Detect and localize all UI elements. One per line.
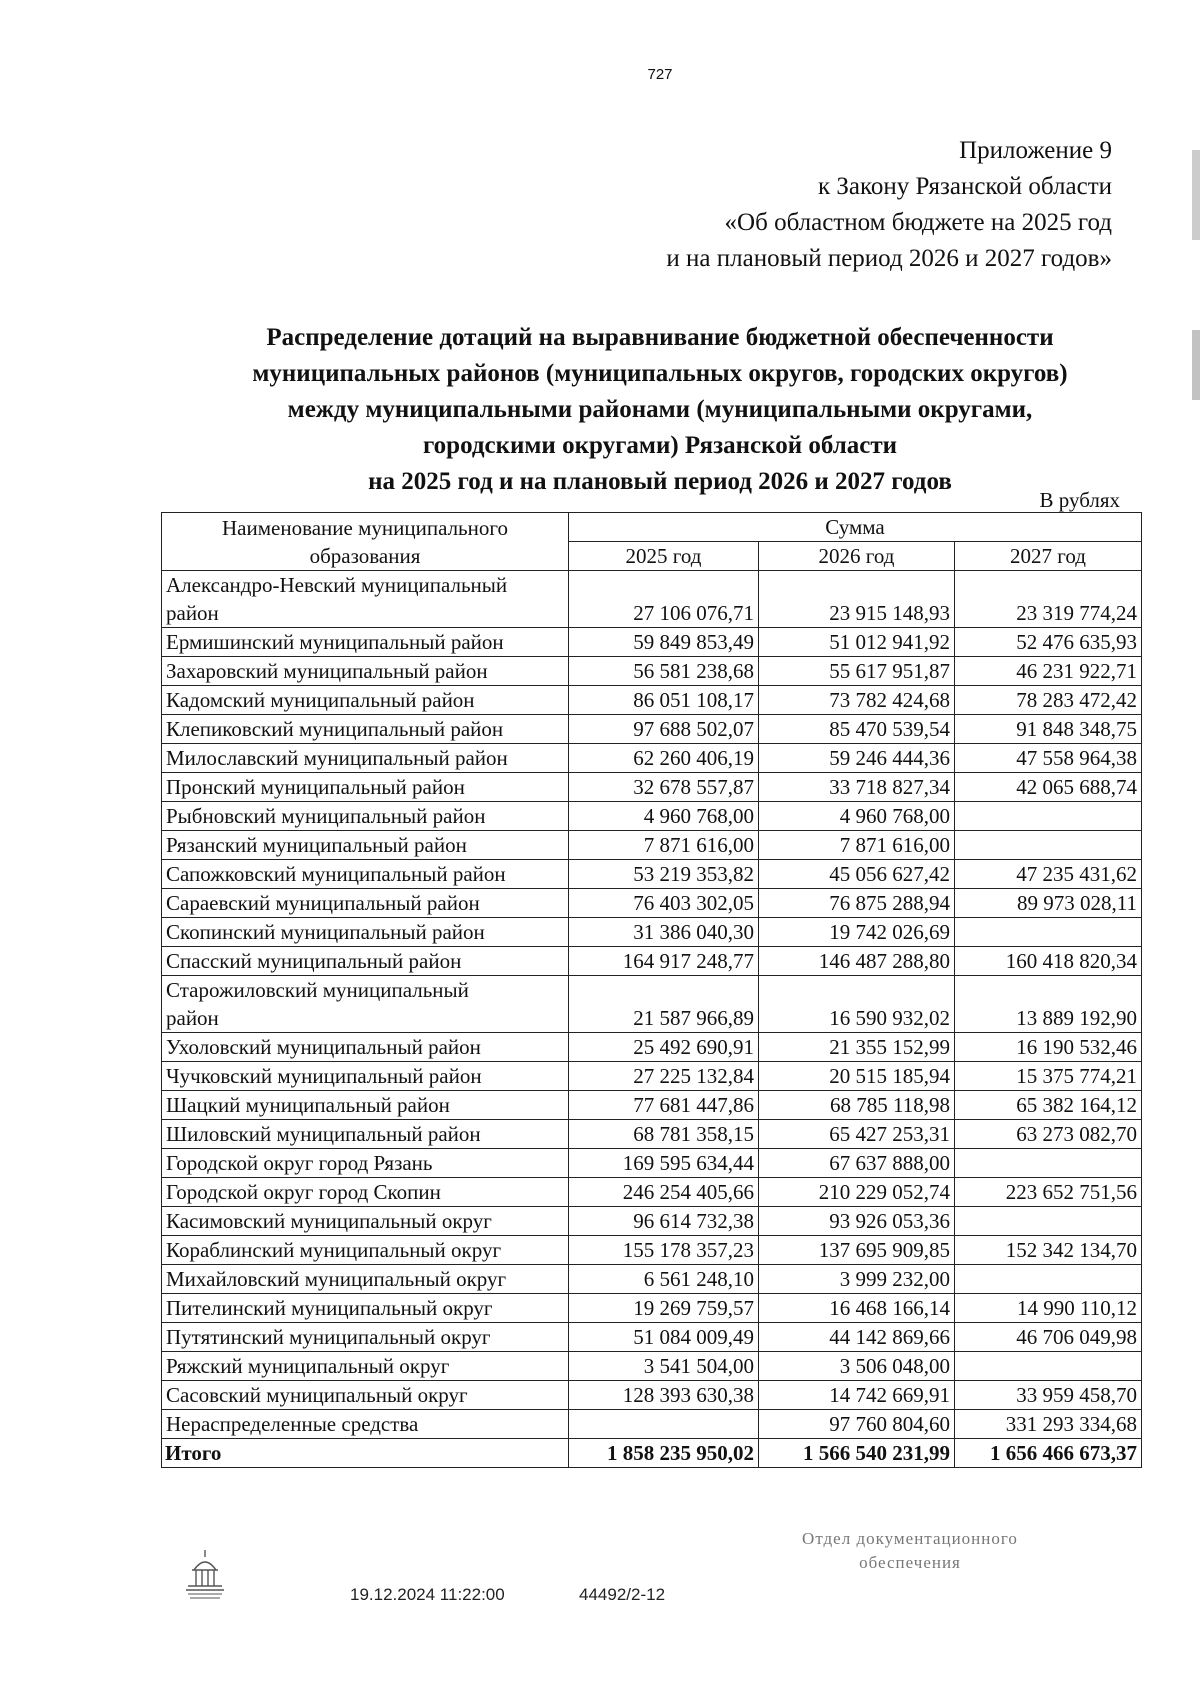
amount-cell-2025: 96 614 732,38 — [569, 1207, 759, 1236]
amount-cell-2027: 223 652 751,56 — [955, 1178, 1142, 1207]
municipality-name-cell: Захаровский муниципальный район — [162, 657, 569, 686]
table-row — [162, 1120, 1142, 1149]
title-line-2: муниципальных районов (муниципальных округов, городских округов) — [252, 360, 1068, 387]
amount-cell-2025 — [569, 1410, 759, 1439]
title-line-5: на 2025 год и на плановый период 2026 и 2027 годов — [368, 468, 952, 495]
total-label: Итого — [162, 1439, 569, 1468]
municipality-name-cell: Ряжский муниципальный округ — [162, 1352, 569, 1381]
municipality-name-cell: Сасовский муниципальный округ — [162, 1381, 569, 1410]
municipality-name-cell: Михайловский муниципальный округ — [162, 1265, 569, 1294]
amount-cell-2027: 331 293 334,68 — [955, 1410, 1142, 1439]
amount-cell-2027: 89 973 028,11 — [955, 889, 1142, 918]
amount-cell-2026: 76 875 288,94 — [759, 889, 955, 918]
header-name-line-2: образования — [309, 544, 421, 568]
table-header-row — [162, 513, 1142, 542]
table-row — [162, 686, 1142, 715]
appendix-line-3: «Об областном бюджете на 2025 год — [724, 209, 1112, 236]
amount-cell-2025: 27 225 132,84 — [569, 1062, 759, 1091]
amount-cell-2027: 47 558 964,38 — [955, 744, 1142, 773]
amount-cell-2027 — [955, 1265, 1142, 1294]
amount-cell-2027: 15 375 774,21 — [955, 1062, 1142, 1091]
title-line-1: Распределение дотаций на выравнивание бюджетной обеспеченности — [266, 324, 1054, 351]
municipality-name-cell: Кораблинский муниципальный округ — [162, 1236, 569, 1265]
amount-cell-2025: 31 386 040,30 — [569, 918, 759, 947]
amount-cell-2025: 7 871 616,00 — [569, 831, 759, 860]
page-number: 727 — [647, 66, 673, 83]
municipality-name-line-2: район — [166, 1006, 219, 1030]
amount-cell-2027: 91 848 348,75 — [955, 715, 1142, 744]
municipality-name-cell: Спасский муниципальный район — [162, 947, 569, 976]
table-row — [162, 1178, 1142, 1207]
amount-cell-2027: 14 990 110,12 — [955, 1294, 1142, 1323]
table-row — [162, 802, 1142, 831]
municipality-name-cell: Рязанский муниципальный район — [162, 831, 569, 860]
amount-cell-2026: 21 355 152,99 — [759, 1033, 955, 1062]
amount-cell-2026: 7 871 616,00 — [759, 831, 955, 860]
municipality-name-cell: Пителинский муниципальный округ — [162, 1294, 569, 1323]
amount-cell-2025: 77 681 447,86 — [569, 1091, 759, 1120]
table-row — [162, 628, 1142, 657]
total-amount-2027: 1 656 466 673,37 — [955, 1439, 1142, 1468]
table-row — [162, 1236, 1142, 1265]
amount-cell-2025: 32 678 557,87 — [569, 773, 759, 802]
amount-cell-2026: 51 012 941,92 — [759, 628, 955, 657]
table-row — [162, 1381, 1142, 1410]
amount-cell-2025: 21 587 966,89 — [569, 976, 759, 1033]
title-line-3: между муниципальными районами (муниципальными округами, — [287, 396, 1033, 423]
amount-cell-2026: 3 506 048,00 — [759, 1352, 955, 1381]
amount-cell-2027: 46 706 049,98 — [955, 1323, 1142, 1352]
appendix-line-4: и на плановый период 2026 и 2027 годов» — [666, 245, 1112, 272]
amount-cell-2026: 146 487 288,80 — [759, 947, 955, 976]
amount-cell-2026: 20 515 185,94 — [759, 1062, 955, 1091]
municipality-name-cell: Пронский муниципальный район — [162, 773, 569, 802]
budget-table — [161, 512, 1142, 1468]
municipality-name-cell: Чучковский муниципальный район — [162, 1062, 569, 1091]
appendix-header — [666, 133, 1112, 277]
amount-cell-2026: 85 470 539,54 — [759, 715, 955, 744]
table-row — [162, 1410, 1142, 1439]
amount-cell-2027: 52 476 635,93 — [955, 628, 1142, 657]
amount-cell-2026: 16 468 166,14 — [759, 1294, 955, 1323]
amount-cell-2026: 55 617 951,87 — [759, 657, 955, 686]
table-row — [162, 831, 1142, 860]
municipality-name-cell: Сапожковский муниципальный район — [162, 860, 569, 889]
municipality-name-cell: Касимовский муниципальный округ — [162, 1207, 569, 1236]
amount-cell-2025: 128 393 630,38 — [569, 1381, 759, 1410]
table-row — [162, 1352, 1142, 1381]
currency-note: В рублях — [1039, 488, 1120, 512]
table-row — [162, 918, 1142, 947]
municipality-name-cell — [162, 976, 569, 1033]
header-sum: Сумма — [569, 513, 1142, 542]
amount-cell-2025: 164 917 248,77 — [569, 947, 759, 976]
amount-cell-2026: 23 915 148,93 — [759, 571, 955, 628]
table-row — [162, 1294, 1142, 1323]
amount-cell-2025: 76 403 302,05 — [569, 889, 759, 918]
total-amount-2026: 1 566 540 231,99 — [759, 1439, 955, 1468]
amount-cell-2026: 45 056 627,42 — [759, 860, 955, 889]
amount-cell-2027: 47 235 431,62 — [955, 860, 1142, 889]
table-row — [162, 571, 1142, 628]
table-row — [162, 889, 1142, 918]
stamp-line-1: Отдел документационного — [802, 1529, 1018, 1548]
municipality-name-cell: Ухоловский муниципальный район — [162, 1033, 569, 1062]
municipality-name-cell: Путятинский муниципальный округ — [162, 1323, 569, 1352]
amount-cell-2027: 23 319 774,24 — [955, 571, 1142, 628]
amount-cell-2026: 210 229 052,74 — [759, 1178, 955, 1207]
amount-cell-2027: 33 959 458,70 — [955, 1381, 1142, 1410]
amount-cell-2027: 16 190 532,46 — [955, 1033, 1142, 1062]
amount-cell-2027: 78 283 472,42 — [955, 686, 1142, 715]
amount-cell-2025: 62 260 406,19 — [569, 744, 759, 773]
amount-cell-2026: 97 760 804,60 — [759, 1410, 955, 1439]
table-row — [162, 1207, 1142, 1236]
amount-cell-2026: 93 926 053,36 — [759, 1207, 955, 1236]
amount-cell-2026: 3 999 232,00 — [759, 1265, 955, 1294]
table-row — [162, 1265, 1142, 1294]
table-row — [162, 1033, 1142, 1062]
amount-cell-2027 — [955, 802, 1142, 831]
municipality-name-cell: Клепиковский муниципальный район — [162, 715, 569, 744]
amount-cell-2027: 160 418 820,34 — [955, 947, 1142, 976]
table-body — [162, 571, 1142, 1468]
amount-cell-2026: 73 782 424,68 — [759, 686, 955, 715]
footer-document-code: 44492/2-12 — [579, 1585, 666, 1604]
amount-cell-2027: 63 273 082,70 — [955, 1120, 1142, 1149]
amount-cell-2027: 46 231 922,71 — [955, 657, 1142, 686]
municipality-name-line-1: Старожиловский муниципальный — [166, 978, 469, 1002]
amount-cell-2025: 59 849 853,49 — [569, 628, 759, 657]
amount-cell-2026: 19 742 026,69 — [759, 918, 955, 947]
header-name-line-1: Наименование муниципального — [222, 516, 508, 540]
dome-building-logo-icon — [182, 1548, 228, 1600]
amount-cell-2026: 65 427 253,31 — [759, 1120, 955, 1149]
table-row — [162, 715, 1142, 744]
amount-cell-2027: 65 382 164,12 — [955, 1091, 1142, 1120]
amount-cell-2026: 67 637 888,00 — [759, 1149, 955, 1178]
amount-cell-2026: 44 142 869,66 — [759, 1323, 955, 1352]
amount-cell-2025: 51 084 009,49 — [569, 1323, 759, 1352]
department-stamp — [760, 1527, 1060, 1575]
amount-cell-2026: 4 960 768,00 — [759, 802, 955, 831]
document-title — [160, 320, 1160, 500]
appendix-line-2: к Закону Рязанской области — [818, 173, 1112, 200]
amount-cell-2025: 27 106 076,71 — [569, 571, 759, 628]
municipality-name-cell: Шацкий муниципальный район — [162, 1091, 569, 1120]
amount-cell-2025: 6 561 248,10 — [569, 1265, 759, 1294]
scan-edge-mark — [1192, 330, 1200, 400]
amount-cell-2026: 33 718 827,34 — [759, 773, 955, 802]
total-amount-2025: 1 858 235 950,02 — [569, 1439, 759, 1468]
municipality-name-cell: Кадомский муниципальный район — [162, 686, 569, 715]
municipality-name-cell: Городской округ город Рязань — [162, 1149, 569, 1178]
amount-cell-2025: 3 541 504,00 — [569, 1352, 759, 1381]
amount-cell-2027 — [955, 1149, 1142, 1178]
amount-cell-2025: 68 781 358,15 — [569, 1120, 759, 1149]
municipality-name-line-1: Александро-Невский муниципальный — [166, 573, 508, 597]
amount-cell-2027: 13 889 192,90 — [955, 976, 1142, 1033]
table-row — [162, 744, 1142, 773]
municipality-name-cell: Нераспределенные средства — [162, 1410, 569, 1439]
amount-cell-2025: 19 269 759,57 — [569, 1294, 759, 1323]
footer-date: 19.12.2024 11:22:00 — [350, 1585, 505, 1604]
amount-cell-2026: 14 742 669,91 — [759, 1381, 955, 1410]
title-line-4: городскими округами) Рязанской области — [422, 432, 898, 459]
municipality-name-cell: Ермишинский муниципальный район — [162, 628, 569, 657]
amount-cell-2027: 152 342 134,70 — [955, 1236, 1142, 1265]
municipality-name-cell: Шиловский муниципальный район — [162, 1120, 569, 1149]
header-year-2027: 2027 год — [955, 542, 1142, 571]
amount-cell-2025: 97 688 502,07 — [569, 715, 759, 744]
amount-cell-2027 — [955, 831, 1142, 860]
table-row — [162, 947, 1142, 976]
municipality-name-cell: Городской округ город Скопин — [162, 1178, 569, 1207]
municipality-name-cell: Скопинский муниципальный район — [162, 918, 569, 947]
amount-cell-2027 — [955, 1207, 1142, 1236]
table-row — [162, 1062, 1142, 1091]
municipality-name-cell: Сараевский муниципальный район — [162, 889, 569, 918]
amount-cell-2027: 42 065 688,74 — [955, 773, 1142, 802]
amount-cell-2026: 68 785 118,98 — [759, 1091, 955, 1120]
total-row — [162, 1439, 1142, 1468]
amount-cell-2026: 59 246 444,36 — [759, 744, 955, 773]
municipality-name-cell — [162, 571, 569, 628]
amount-cell-2026: 16 590 932,02 — [759, 976, 955, 1033]
amount-cell-2025: 25 492 690,91 — [569, 1033, 759, 1062]
amount-cell-2027 — [955, 1352, 1142, 1381]
municipality-name-cell: Милославский муниципальный район — [162, 744, 569, 773]
table-row — [162, 657, 1142, 686]
municipality-name-line-2: район — [166, 601, 219, 625]
amount-cell-2027 — [955, 918, 1142, 947]
amount-cell-2025: 53 219 353,82 — [569, 860, 759, 889]
table-row — [162, 773, 1142, 802]
table-row — [162, 860, 1142, 889]
header-year-2025: 2025 год — [569, 542, 759, 571]
amount-cell-2025: 4 960 768,00 — [569, 802, 759, 831]
table-row — [162, 1323, 1142, 1352]
table-row — [162, 1149, 1142, 1178]
header-year-2026: 2026 год — [759, 542, 955, 571]
amount-cell-2025: 56 581 238,68 — [569, 657, 759, 686]
amount-cell-2026: 137 695 909,85 — [759, 1236, 955, 1265]
appendix-line-1: Приложение 9 — [959, 137, 1112, 164]
municipality-name-cell: Рыбновский муниципальный район — [162, 802, 569, 831]
stamp-line-2: обеспечения — [859, 1553, 961, 1572]
header-municipality-name — [162, 513, 569, 571]
table-row — [162, 1091, 1142, 1120]
amount-cell-2025: 155 178 357,23 — [569, 1236, 759, 1265]
scan-edge-mark — [1192, 150, 1200, 240]
amount-cell-2025: 169 595 634,44 — [569, 1149, 759, 1178]
amount-cell-2025: 246 254 405,66 — [569, 1178, 759, 1207]
table-row — [162, 976, 1142, 1033]
amount-cell-2025: 86 051 108,17 — [569, 686, 759, 715]
